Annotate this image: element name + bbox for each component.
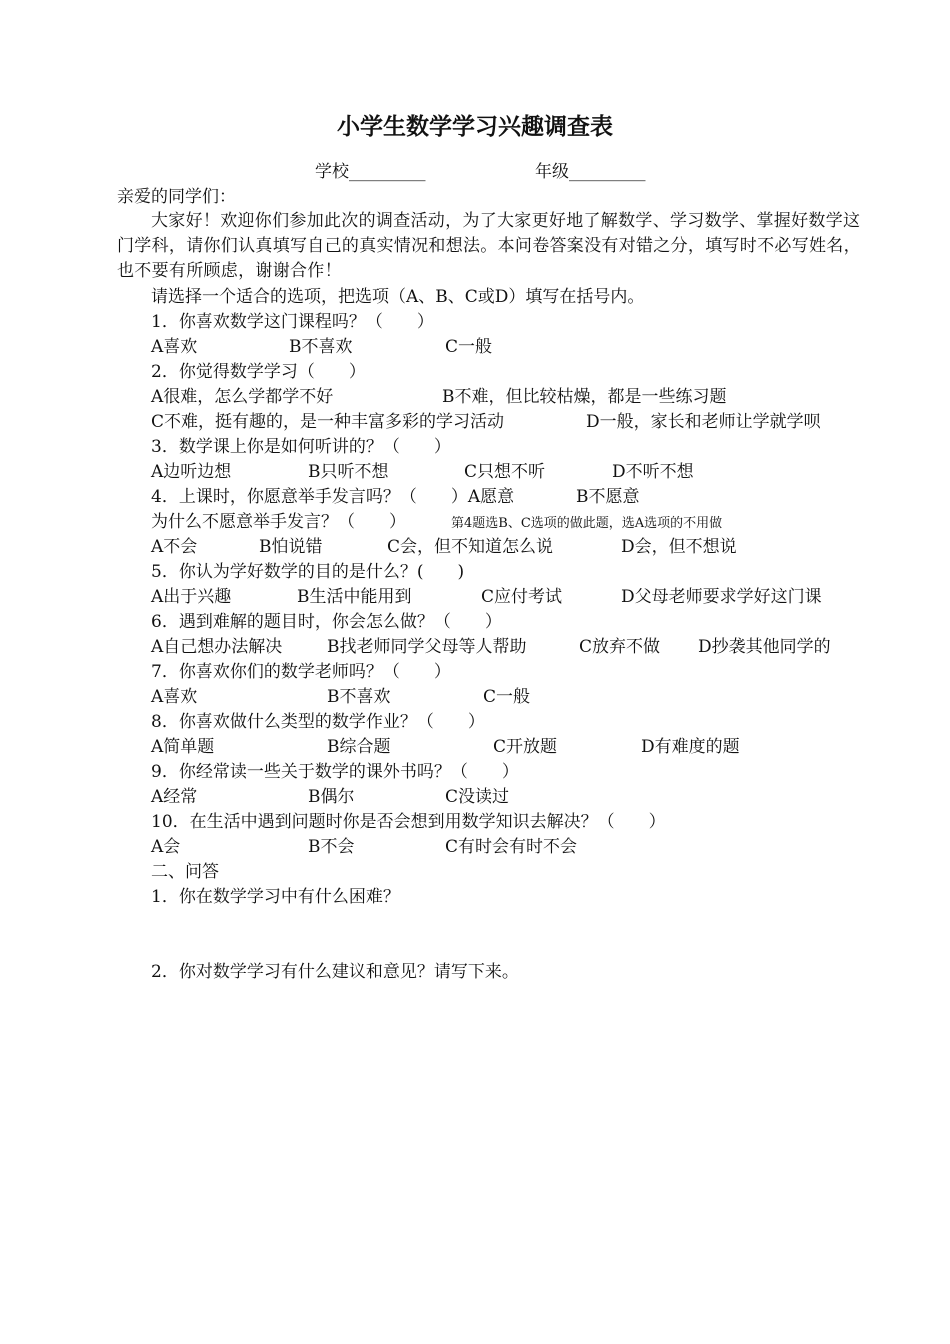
instruction: 请选择一个适合的选项，把选项（A、B、C或D）填写在括号内。 [151,287,645,307]
question-3: 3．数学课上你是如何听讲的？（ ） [151,437,451,457]
option-c: C放弃不做 [579,637,661,657]
option-b: B综合题 [327,737,391,757]
option-d: D父母老师要求学好这门课 [621,587,822,607]
question-4-followup: 为什么不愿意举手发言？（ ） [151,512,406,532]
option-b: B生活中能用到 [297,587,412,607]
school-field-label: 学校_________ [315,162,426,182]
option-b: B只听不想 [308,462,389,482]
question-8: 8．你喜欢做什么类型的数学作业？（ ） [151,712,485,732]
option-a: A经常 [151,787,198,807]
question-10: 10．在生活中遇到问题时你是否会想到用数学知识去解决？（ ） [151,812,666,832]
option-b: B不难，但比较枯燥，都是一些练习题 [442,387,727,407]
option-a: A很难，怎么学都学不好 [151,387,334,407]
question-5: 5．你认为学好数学的目的是什么？( ) [151,562,465,582]
option-c: C开放题 [493,737,558,757]
option-d: D抄袭其他同学的 [698,637,831,657]
question-2: 2．你觉得数学学习（ ） [151,362,366,382]
option-b: B找老师同学父母等人帮助 [327,637,527,657]
intro-paragraph: 大家好！欢迎你们参加此次的调查活动，为了大家更好地了解数学、学习数学、掌握好数学这门学科，请你们认真填写自己的真实情况和想法。本问卷答案没有对错之分，填写时不必写姓名，也不要有所顾虑，谢谢合作！ [117,211,861,281]
page-title: 小学生数学学习兴趣调查表 [337,114,613,140]
option-a: A自己想办法解决 [151,637,283,657]
option-d: D会，但不想说 [621,537,737,557]
option-c: C有时会有时不会 [445,837,578,857]
option-b: B不喜欢 [289,337,353,357]
option-c: C只想不听 [464,462,546,482]
question-7: 7．你喜欢你们的数学老师吗？（ ） [151,662,451,682]
option-b: B怕说错 [259,537,323,557]
option-a: A边听边想 [151,462,232,482]
open-question-2: 2．你对数学学习有什么建议和意见？请写下来。 [151,962,519,982]
option-b: B不愿意 [576,487,640,507]
grade-field-label: 年级_________ [535,162,646,182]
option-b: B偶尔 [308,787,355,807]
question-1: 1．你喜欢数学这门课程吗？（ ） [151,312,434,332]
section-heading: 二、问答 [151,862,219,882]
option-c: C应付考试 [481,587,563,607]
option-a: A不会 [151,537,198,557]
question-4: 4．上课时，你愿意举手发言吗？（ ）A愿意 [151,487,515,507]
option-a: A出于兴趣 [151,587,232,607]
option-a: A喜欢 [151,687,198,707]
option-d: D不听不想 [612,462,694,482]
option-d: D有难度的题 [641,737,740,757]
option-d: D一般，家长和老师让学就学呗 [586,412,821,432]
question-4-note: 第4题选B、C选项的做此题，选A选项的不用做 [451,516,723,531]
option-c: C会，但不知道怎么说 [387,537,554,557]
option-c: C一般 [483,687,531,707]
option-c: C不难，挺有趣的，是一种丰富多彩的学习活动 [151,412,505,432]
option-b: B不喜欢 [327,687,391,707]
question-6: 6．遇到难解的题目时，你会怎么做？（ ） [151,612,502,632]
option-a: A简单题 [151,737,215,757]
option-c: C一般 [445,337,493,357]
greeting: 亲爱的同学们： [117,187,236,207]
option-a: A喜欢 [151,337,198,357]
option-b: B不会 [308,837,355,857]
question-9: 9．你经常读一些关于数学的课外书吗？（ ） [151,762,519,782]
open-question-1: 1．你在数学学习中有什么困难？ [151,887,400,907]
option-a: A会 [151,837,181,857]
option-c: C没读过 [445,787,510,807]
